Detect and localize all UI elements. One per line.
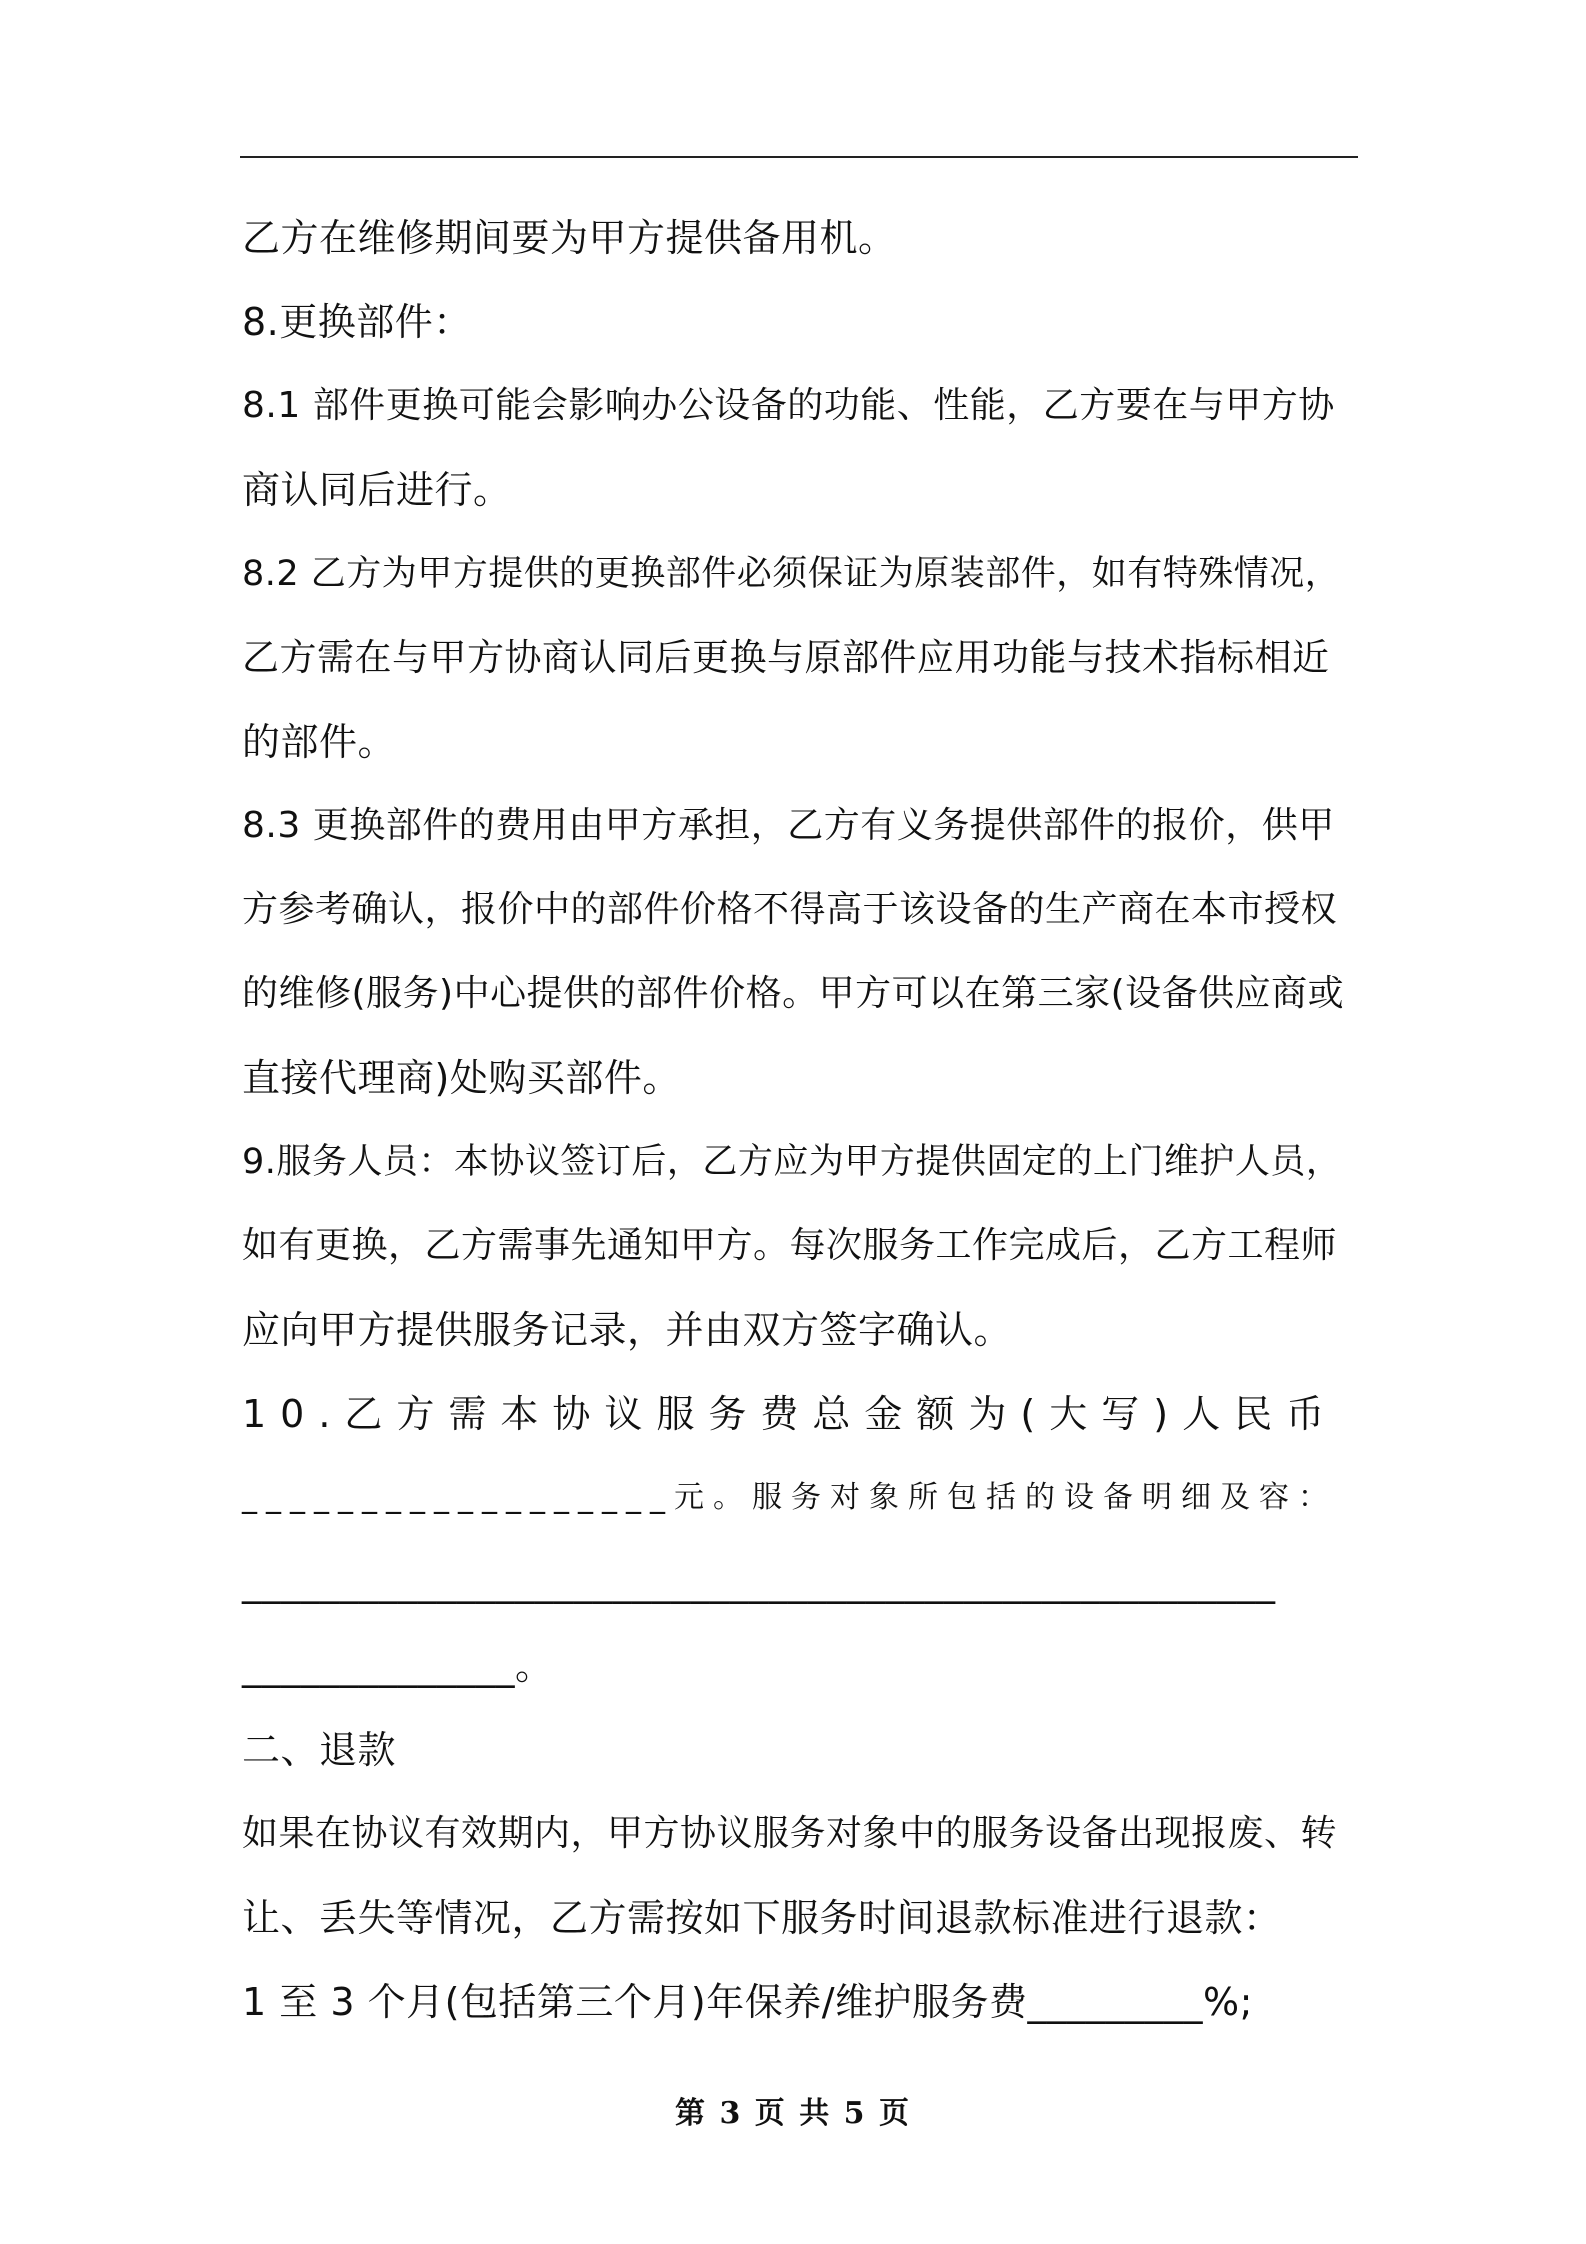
paragraph-line: 8.1 部件更换可能会影响办公设备的功能、性能，乙方要在与甲方协 — [242, 385, 1335, 426]
paragraph-line: 8.3 更换部件的费用由甲方承担，乙方有义务提供部件的报价，供甲 — [242, 805, 1335, 846]
fill-in-line: _____________________________________________________ — [242, 1560, 1276, 1604]
paragraph-line: 方参考确认，报价中的部件价格不得高于该设备的生产商在本市授权 — [242, 889, 1338, 930]
paragraph-line: 如果在协议有效期内，甲方协议服务对象中的服务设备出现报废、转 — [242, 1813, 1338, 1854]
paragraph-line: 商认同后进行。 — [242, 468, 512, 512]
fill-in-line: __________________元。服务对象所包括的设备明细及容： — [242, 1480, 1337, 1515]
paragraph-line: 9.服务人员：本协议签订后，乙方应为甲方提供固定的上门维护人员， — [242, 1142, 1342, 1182]
document-body — [242, 196, 1356, 2044]
paragraph-line: 应向甲方提供服务记录，并由双方签字确认。 — [242, 1308, 1013, 1352]
paragraph-line: 8.2 乙方为甲方提供的更换部件必须保证为原装部件，如有特殊情况， — [242, 554, 1341, 594]
header-divider — [240, 156, 1358, 158]
paragraph-line: 的部件。 — [242, 720, 397, 764]
section-heading-refund: 二、退款 — [242, 1728, 397, 1772]
fill-in-line: ______________。 — [242, 1644, 554, 1688]
paragraph-line: 乙方在维修期间要为甲方提供备用机。 — [242, 216, 897, 260]
paragraph-line: 1 至 3 个月(包括第三个月)年保养/维护服务费_________%; — [242, 1980, 1253, 2024]
paragraph-line: 乙方需在与甲方协商认同后更换与原部件应用功能与技术指标相近 — [242, 636, 1330, 679]
paragraph-line: 让、丢失等情况，乙方需按如下服务时间退款标准进行退款： — [242, 1896, 1282, 1940]
paragraph-line: 10.乙方需本协议服务费总金额为(大写)人民币 — [242, 1392, 1339, 1436]
section-heading-8: 8.更换部件： — [242, 300, 472, 344]
paragraph-line: 如有更换，乙方需事先通知甲方。每次服务工作完成后，乙方工程师 — [242, 1225, 1338, 1266]
page-number: 第 3 页 共 5 页 — [675, 2096, 911, 2131]
paragraph-line: 的维修(服务)中心提供的部件价格。甲方可以在第三家(设备供应商或 — [242, 973, 1345, 1014]
paragraph-line: 直接代理商)处购买部件。 — [242, 1056, 681, 1100]
